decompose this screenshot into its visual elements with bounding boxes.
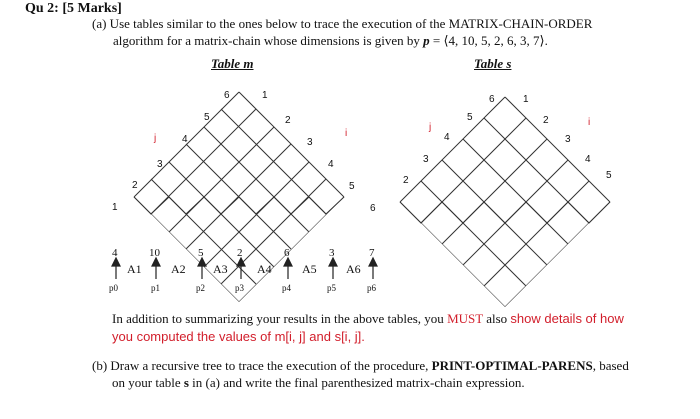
- matrix-a6: A6: [346, 262, 361, 276]
- matrix-a4: A4: [257, 262, 272, 276]
- matrix-a3: A3: [213, 262, 228, 276]
- addition-text: In addition to summarizing your results in the above tables, you: [112, 311, 448, 326]
- table-s-j-axis: j: [429, 122, 432, 133]
- table-m-right-label: 3: [307, 137, 313, 148]
- table-m-left-label: 4: [182, 134, 188, 145]
- addition-highlight: show details of how: [510, 311, 624, 326]
- matrix-a1: A1: [127, 262, 142, 276]
- dimension-sequence: = ⟨4, 10, 5, 2, 6, 3, 7⟩.: [429, 33, 548, 48]
- dim-p6: 7: [369, 247, 375, 259]
- p-label-0: p0: [109, 283, 118, 293]
- table-m-i-axis: i: [345, 128, 348, 139]
- dim-p0: 4: [112, 247, 118, 259]
- table-s-right-label: 5: [606, 170, 612, 181]
- question-number: Qu 2:: [25, 1, 59, 16]
- dim-p3: 2: [237, 247, 243, 259]
- table-s-right-label: 2: [543, 115, 549, 126]
- addition-mid: also: [482, 311, 511, 326]
- part-a-text: (a) Use tables similar to the ones below to trace the execution of the: [92, 16, 449, 31]
- table-s-bottom: [400, 202, 610, 223]
- table-s-title: Table s: [474, 56, 512, 71]
- table-m-j-axis: j: [154, 133, 157, 144]
- table-s-mask: [400, 202, 610, 320]
- arrow-p0-head: [112, 258, 120, 266]
- part-b-line-1: [92, 358, 629, 374]
- table-s-left-label: 5: [467, 112, 473, 123]
- table-m-right-label: 2: [285, 115, 291, 126]
- part-b-text: (b) Draw a recursive tree to trace the execution of the procedure,: [92, 358, 432, 373]
- table-m-right-label: 4: [328, 159, 334, 170]
- table-m-right-label: 1: [262, 90, 268, 101]
- p-label-3: p3: [235, 283, 244, 293]
- table-m-left-label: 2: [132, 180, 138, 191]
- p-label-1: p1: [151, 283, 160, 293]
- p-label-2: p2: [196, 283, 205, 293]
- dim-p2: 5: [198, 247, 204, 259]
- arrow-p3-head: [237, 258, 245, 266]
- s-symbol: s: [183, 375, 189, 390]
- arrow-p6-head: [369, 258, 377, 266]
- p-label-4: p4: [282, 283, 291, 293]
- addition-line-2: you computed the values of m[i, j] and s[i, j].: [112, 329, 365, 344]
- p-label-5: p5: [327, 283, 336, 293]
- procedure-name: PRINT-OPTIMAL-PARENS: [431, 358, 593, 373]
- dim-p4: 6: [284, 247, 290, 259]
- table-m-left-label: 6: [224, 90, 230, 101]
- part-b-text-3: in (a) and write the final parenthesized matrix-chain expression.: [188, 375, 525, 390]
- algorithm-name: MATRIX-CHAIN-ORDER: [448, 16, 593, 31]
- part-b-text-2: on your table: [112, 375, 184, 390]
- table-m-right-label: 5: [349, 181, 355, 192]
- table-m-left-label: 1: [112, 202, 118, 213]
- table-m-title: Table m: [211, 56, 254, 71]
- table-m-left-label: 5: [204, 112, 210, 123]
- part-a-text-2: algorithm for a matrix-chain whose dimensions is given by: [113, 33, 424, 48]
- table-m-left-label: 3: [157, 159, 163, 170]
- table-s-i-axis: i: [588, 117, 591, 128]
- table-s-left-label: 2: [403, 175, 409, 186]
- matrix-a2: A2: [171, 262, 186, 276]
- dim-p1: 10: [149, 247, 160, 259]
- table-s-right-label: 1: [523, 94, 529, 105]
- p-label-6: p6: [367, 283, 376, 293]
- addition-line-1: [112, 311, 624, 327]
- part-b-line-2: [112, 375, 525, 391]
- matrix-a5: A5: [302, 262, 317, 276]
- question-marks: [5 Marks]: [62, 1, 122, 16]
- part-b-suffix: , based: [592, 358, 629, 373]
- table-s-right-label: 3: [565, 134, 571, 145]
- must-emphasis: MUST: [447, 311, 483, 326]
- dim-p5: 3: [329, 247, 335, 259]
- table-m-right-label: 6: [370, 203, 376, 214]
- table-s-right-label: 4: [585, 154, 591, 165]
- table-s-left-label: 6: [489, 94, 495, 105]
- table-s-left-label: 4: [444, 132, 450, 143]
- p-symbol: p: [423, 33, 430, 48]
- table-s-left-label: 3: [423, 154, 429, 165]
